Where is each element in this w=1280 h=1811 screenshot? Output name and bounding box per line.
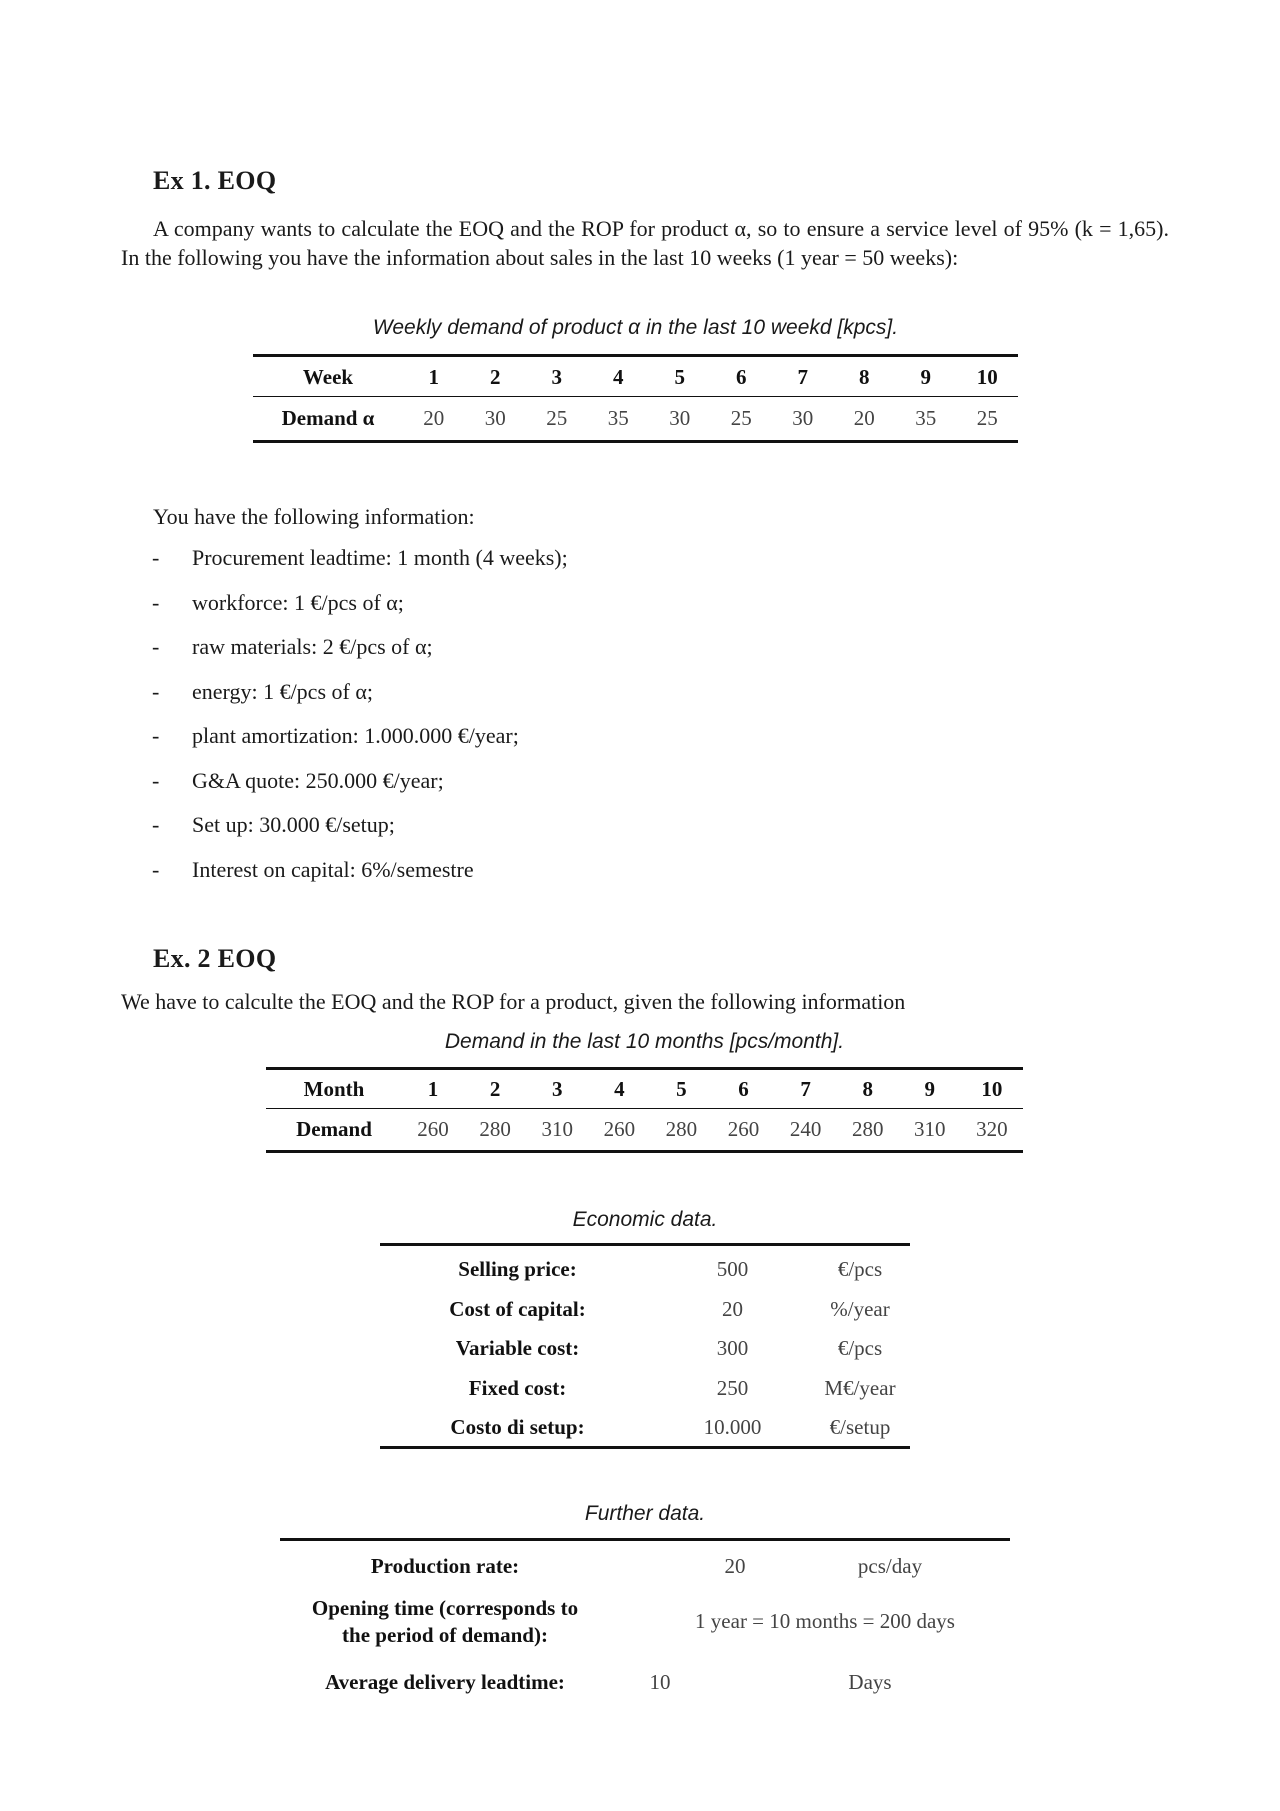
demand-cell: 260: [603, 1116, 636, 1141]
week-cell: 1: [428, 364, 439, 389]
econ-value: 250: [716, 1375, 749, 1400]
delivery-leadtime-label: Average delivery leadtime:: [325, 1670, 565, 1694]
ex2-heading-prefix: Ex: [153, 944, 184, 973]
ex2-demand-row: [266, 1108, 1023, 1150]
opening-time-row: [280, 1595, 1010, 1651]
list-item-text: plant amortization: 1.000.000 €/year;: [192, 723, 519, 748]
demand-cell: 310: [541, 1116, 573, 1141]
ex2-table-bottom-rule: [266, 1150, 1023, 1153]
list-item: [150, 540, 568, 585]
ex1-table-top-rule: [253, 354, 1018, 357]
demand-cell: 30: [484, 405, 506, 430]
econ-label: Cost of capital:: [449, 1296, 586, 1321]
demand-cell: 280: [479, 1116, 511, 1141]
ex1-week-label: Week: [302, 364, 354, 389]
list-item-text: G&A quote: 250.000 €/year;: [192, 767, 444, 793]
list-item: [150, 807, 568, 852]
econ-label: Fixed cost:: [468, 1375, 567, 1400]
econ-row: [380, 1290, 910, 1330]
dash-bullet: -: [152, 589, 160, 615]
ex1-heading: [153, 166, 276, 196]
ex2-demand-table: [266, 1071, 1023, 1150]
ex2-intro: We have to calculte the EOQ and the ROP for a product, given the following information: [121, 989, 906, 1014]
econ-row: [380, 1329, 910, 1369]
opening-time-label: [280, 1595, 610, 1649]
econ-table: [380, 1250, 910, 1448]
ex2-table-top-rule: [266, 1067, 1023, 1070]
ex2-month-label: Month: [303, 1077, 365, 1101]
list-item: [150, 674, 568, 719]
dash-bullet: -: [152, 767, 160, 793]
month-cell: 1: [427, 1077, 439, 1101]
ex1-table-caption: Weekly demand of product α in the last 10 weekd [kpcs].: [372, 316, 899, 339]
production-rate-unit: pcs/day: [857, 1554, 923, 1578]
ex1-demand-row: [253, 396, 1018, 440]
list-item: [150, 763, 568, 808]
econ-top-rule: [380, 1243, 910, 1246]
list-item-text: raw materials: 2 €/pcs of α;: [192, 634, 433, 659]
demand-cell: 20: [423, 405, 445, 430]
econ-value: 10.000: [703, 1415, 762, 1440]
list-item-text: Interest on capital: 6%/semestre: [192, 856, 474, 882]
dash-bullet: -: [152, 723, 160, 748]
further-caption: Further data.: [584, 1502, 706, 1525]
demand-cell: 30: [792, 405, 814, 430]
month-cell: 9: [924, 1077, 936, 1101]
week-cell: 8: [859, 364, 870, 389]
ex2-heading: [153, 944, 276, 974]
econ-unit: €/setup: [829, 1415, 891, 1440]
list-item: [150, 718, 568, 763]
ex1-heading-rest: 1. EOQ: [183, 166, 277, 195]
econ-value: 20: [722, 1296, 743, 1321]
econ-value: 500: [716, 1257, 749, 1282]
ex1-intro: A company wants to calculate the EOQ and the ROP for product α, so to ensure a service level of 95% (k = 1,65). In the following you have the information about sales in the last 10 weeks (1 year = 50 weeks):: [121, 216, 1169, 270]
ex2-heading-rest: . 2 EOQ: [183, 944, 277, 973]
ex2-month-row: [266, 1071, 1023, 1108]
econ-label: Variable cost:: [455, 1336, 580, 1361]
list-item: [150, 852, 568, 897]
list-item: [150, 629, 568, 674]
ex1-table-bottom-rule: [253, 440, 1018, 443]
econ-unit: M€/year: [824, 1375, 896, 1400]
production-rate-value: 20: [724, 1554, 746, 1578]
econ-label: Costo di setup:: [450, 1415, 585, 1440]
month-cell: 8: [862, 1077, 873, 1101]
list-item-text: Procurement leadtime: 1 month (4 weeks);: [192, 545, 568, 570]
econ-caption: Economic data.: [572, 1208, 718, 1231]
dash-bullet: -: [152, 634, 160, 659]
opening-time-label-line2: the period of demand):: [342, 1623, 548, 1647]
econ-label: Selling price:: [458, 1257, 577, 1282]
production-rate-label: Production rate:: [370, 1554, 520, 1578]
further-top-rule: [280, 1538, 1010, 1541]
demand-cell: 260: [417, 1116, 449, 1141]
list-item-text: Set up: 30.000 €/setup;: [192, 812, 395, 837]
month-cell: 5: [676, 1077, 687, 1101]
econ-row: [380, 1250, 910, 1290]
ex1-demand-label: Demand α: [281, 405, 375, 430]
week-cell: 7: [797, 364, 808, 389]
demand-cell: 20: [853, 405, 875, 430]
opening-time-value: 1 year = 10 months = 200 days: [695, 1609, 955, 1633]
list-item-text: workforce: 1 €/pcs of α;: [192, 589, 404, 615]
demand-cell: 280: [851, 1116, 884, 1141]
month-cell: 6: [738, 1077, 749, 1101]
econ-value: 300: [716, 1336, 749, 1361]
econ-row: [380, 1408, 910, 1448]
demand-cell: 35: [915, 405, 937, 430]
week-cell: 9: [920, 364, 931, 389]
demand-cell: 240: [789, 1116, 822, 1141]
econ-unit: €/pcs: [837, 1336, 883, 1361]
month-cell: 10: [981, 1077, 1003, 1101]
ex2-demand-label: Demand: [296, 1116, 372, 1141]
ex1-week-row: [253, 358, 1018, 396]
demand-cell: 280: [665, 1116, 698, 1141]
demand-cell: 25: [976, 405, 998, 430]
week-cell: 6: [736, 364, 747, 389]
week-cell: 4: [613, 364, 624, 389]
ex1-demand-table: [253, 358, 1018, 440]
opening-time-label-line1: Opening time (corresponds to: [311, 1596, 579, 1620]
week-cell: 5: [674, 364, 685, 389]
ex1-heading-prefix: Ex: [153, 166, 184, 195]
month-cell: 3: [551, 1077, 563, 1101]
econ-unit: %/year: [830, 1296, 890, 1321]
list-item-text: energy: 1 €/pcs of α;: [192, 678, 373, 704]
dash-bullet: -: [152, 545, 160, 570]
delivery-leadtime-value: 10: [649, 1670, 671, 1694]
dash-bullet: -: [152, 812, 160, 837]
demand-cell: 310: [914, 1116, 946, 1141]
demand-cell: 320: [976, 1116, 1008, 1141]
list-item: [150, 585, 568, 630]
delivery-leadtime-unit: Days: [848, 1670, 892, 1694]
dash-bullet: -: [152, 856, 160, 882]
month-cell: 4: [614, 1077, 625, 1101]
econ-row: [380, 1369, 910, 1409]
month-cell: 7: [800, 1077, 811, 1101]
ex2-table-caption: Demand in the last 10 months [pcs/month].: [444, 1030, 845, 1053]
demand-cell: 25: [730, 405, 752, 430]
ex1-info-intro: You have the following information:: [153, 504, 475, 529]
demand-cell: 260: [727, 1116, 760, 1141]
production-rate-row: [280, 1545, 1010, 1585]
month-cell: 2: [489, 1077, 501, 1101]
demand-cell: 25: [546, 405, 568, 430]
week-cell: 3: [551, 364, 562, 389]
week-cell: 10: [976, 364, 998, 389]
demand-cell: 35: [607, 405, 629, 430]
ex1-info-list: [150, 540, 568, 896]
dash-bullet: -: [152, 678, 160, 704]
week-cell: 2: [490, 364, 501, 389]
delivery-leadtime-row: [280, 1661, 1010, 1701]
econ-unit: €/pcs: [837, 1257, 883, 1282]
demand-cell: 30: [669, 405, 691, 430]
